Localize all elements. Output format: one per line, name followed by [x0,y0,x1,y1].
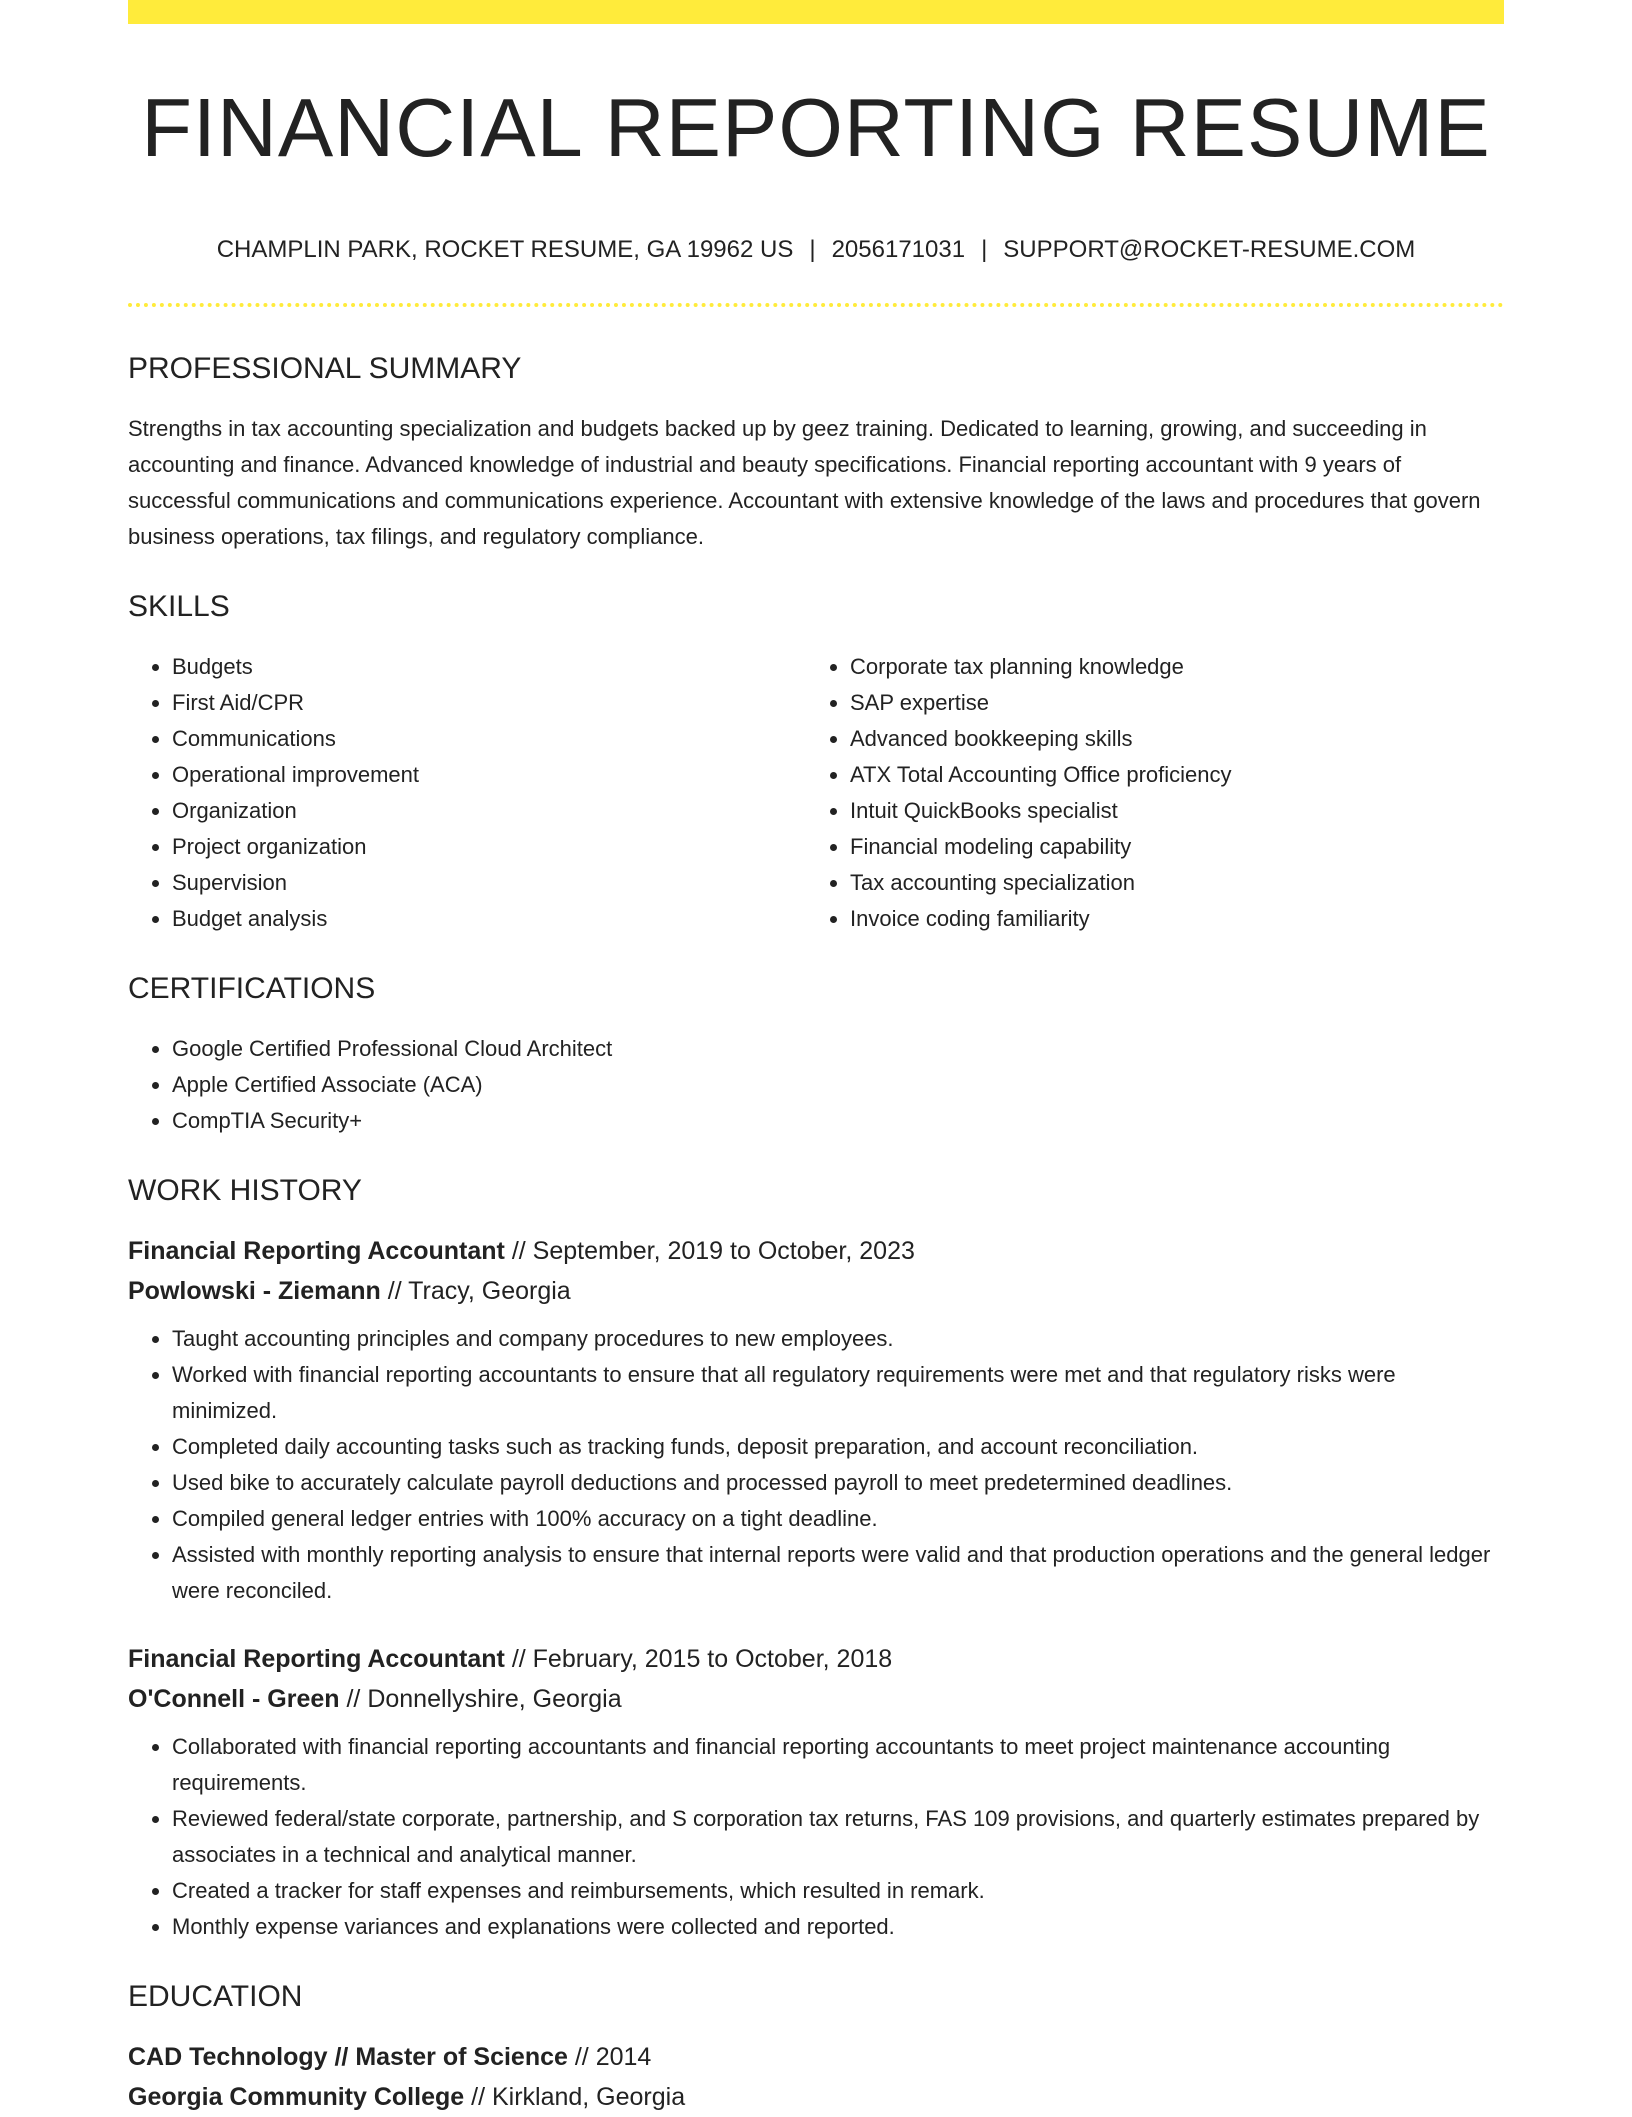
certification-item: • Google Certified Professional Cloud Architect [172,1031,1504,1067]
education-school-line [128,2077,1504,2117]
contact-line [128,233,1504,267]
skill-item: • Operational improvement [172,757,806,793]
certification-item: • Apple Certified Associate (ACA) [172,1067,1504,1103]
skill-item: • First Aid/CPR [172,685,806,721]
skill-item: • Organization [172,793,806,829]
certifications-list [128,1031,1504,1139]
contact-email[interactable]: SUPPORT@ROCKET-RESUME.COM [1003,235,1416,263]
skill-item: • Corporate tax planning knowledge [850,649,1484,685]
job-duty-item: • Reviewed federal/state corporate, partnership, and S corporation tax returns, FAS 109 provisions, and quarterly estimates prepared by associates in a technical and analytical manner. [172,1801,1504,1873]
job-duty-item: • Taught accounting principles and company procedures to new employees. [172,1321,1504,1357]
job-dates: // February, 2015 to October, 2018 [511,1644,893,1673]
skills-column-right [806,649,1484,937]
certification-item: • CompTIA Security+ [172,1103,1504,1139]
job-role: Financial Reporting Accountant [128,1644,505,1673]
skills-heading: SKILLS [128,589,230,623]
education-entry [128,2037,1504,2117]
job-duty-item: • Completed daily accounting tasks such as tracking funds, deposit preparation, and account reconciliation. [172,1429,1504,1465]
skill-item: • Financial modeling capability [850,829,1484,865]
job-entry [128,1231,1504,1609]
job-duty-item: • Created a tracker for staff expenses and reimbursements, which resulted in remark. [172,1873,1504,1909]
skill-item: • ATX Total Accounting Office proficiency [850,757,1484,793]
job-duty-item: • Monthly expense variances and explanations were collected and reported. [172,1909,1504,1945]
job-duty-item: • Used bike to accurately calculate payroll deductions and processed payroll to meet predetermined deadlines. [172,1465,1504,1501]
skill-item: • Intuit QuickBooks specialist [850,793,1484,829]
job-role: Financial Reporting Accountant [128,1236,505,1265]
accent-top-bar [128,0,1504,24]
job-duty-item: • Worked with financial reporting accountants to ensure that all regulatory requirements were met and that regulatory risks were minimized. [172,1357,1504,1429]
skill-item: • Tax accounting specialization [850,865,1484,901]
contact-separator: | [809,235,816,263]
contact-address: CHAMPLIN PARK, ROCKET RESUME, GA 19962 US [216,235,794,263]
job-title-line [128,1639,1504,1679]
job-company-line [128,1271,1504,1311]
certifications-heading: CERTIFICATIONS [128,971,376,1005]
job-location: // Donnellyshire, Georgia [346,1684,622,1713]
job-location: // Tracy, Georgia [387,1276,571,1305]
summary-heading: PROFESSIONAL SUMMARY [128,351,522,385]
job-dates: // September, 2019 to October, 2023 [511,1236,915,1265]
skill-item: • Supervision [172,865,806,901]
job-duties-list [128,1321,1504,1609]
education-school: Georgia Community College [128,2082,465,2111]
job-company: O'Connell - Green [128,1684,340,1713]
education-heading: EDUCATION [128,1979,303,2013]
skill-item: • Invoice coding familiarity [850,901,1484,937]
job-entry [128,1639,1504,1945]
skill-item: • Project organization [172,829,806,865]
resume-page [128,0,1504,2117]
education-degree-line [128,2037,1504,2077]
education-degree: CAD Technology // Master of Science [128,2042,568,2071]
work-history-heading: WORK HISTORY [128,1173,362,1207]
job-duties-list [128,1729,1504,1945]
skill-item: • Communications [172,721,806,757]
resume-title: FINANCIAL REPORTING RESUME [141,81,1491,174]
job-title-line [128,1231,1504,1271]
job-company: Powlowski - Ziemann [128,1276,381,1305]
skill-item: • Budgets [172,649,806,685]
skill-item: • SAP expertise [850,685,1484,721]
job-company-line [128,1679,1504,1719]
job-duty-item: • Assisted with monthly reporting analysis to ensure that internal reports were valid and that production operations and the general ledger were reconciled. [172,1537,1504,1609]
education-location: // Kirkland, Georgia [471,2082,686,2111]
skill-item: • Advanced bookkeeping skills [850,721,1484,757]
education-year: // 2014 [574,2042,652,2071]
job-duty-item: • Compiled general ledger entries with 100% accuracy on a tight deadline. [172,1501,1504,1537]
contact-phone: 2056171031 [831,235,966,263]
dotted-divider [128,303,1504,307]
skills-list [128,649,1504,937]
summary-text: Strengths in tax accounting specialization and budgets backed up by geez training. Dedicated to learning, growing, and succeeding in accounting and finance. Advanced knowledge of industrial and beauty specifications. Financial reporting accountant with 9 years of successful communications and communications experience. Accountant with extensive knowledge of the laws and procedures that govern business operations, tax filings, and regulatory compliance. [128,415,1481,549]
skill-item: • Budget analysis [172,901,806,937]
skills-column-left [128,649,806,937]
contact-separator: | [981,235,988,263]
job-duty-item: • Collaborated with financial reporting accountants and financial reporting accountants to meet project maintenance accounting requirements. [172,1729,1504,1801]
